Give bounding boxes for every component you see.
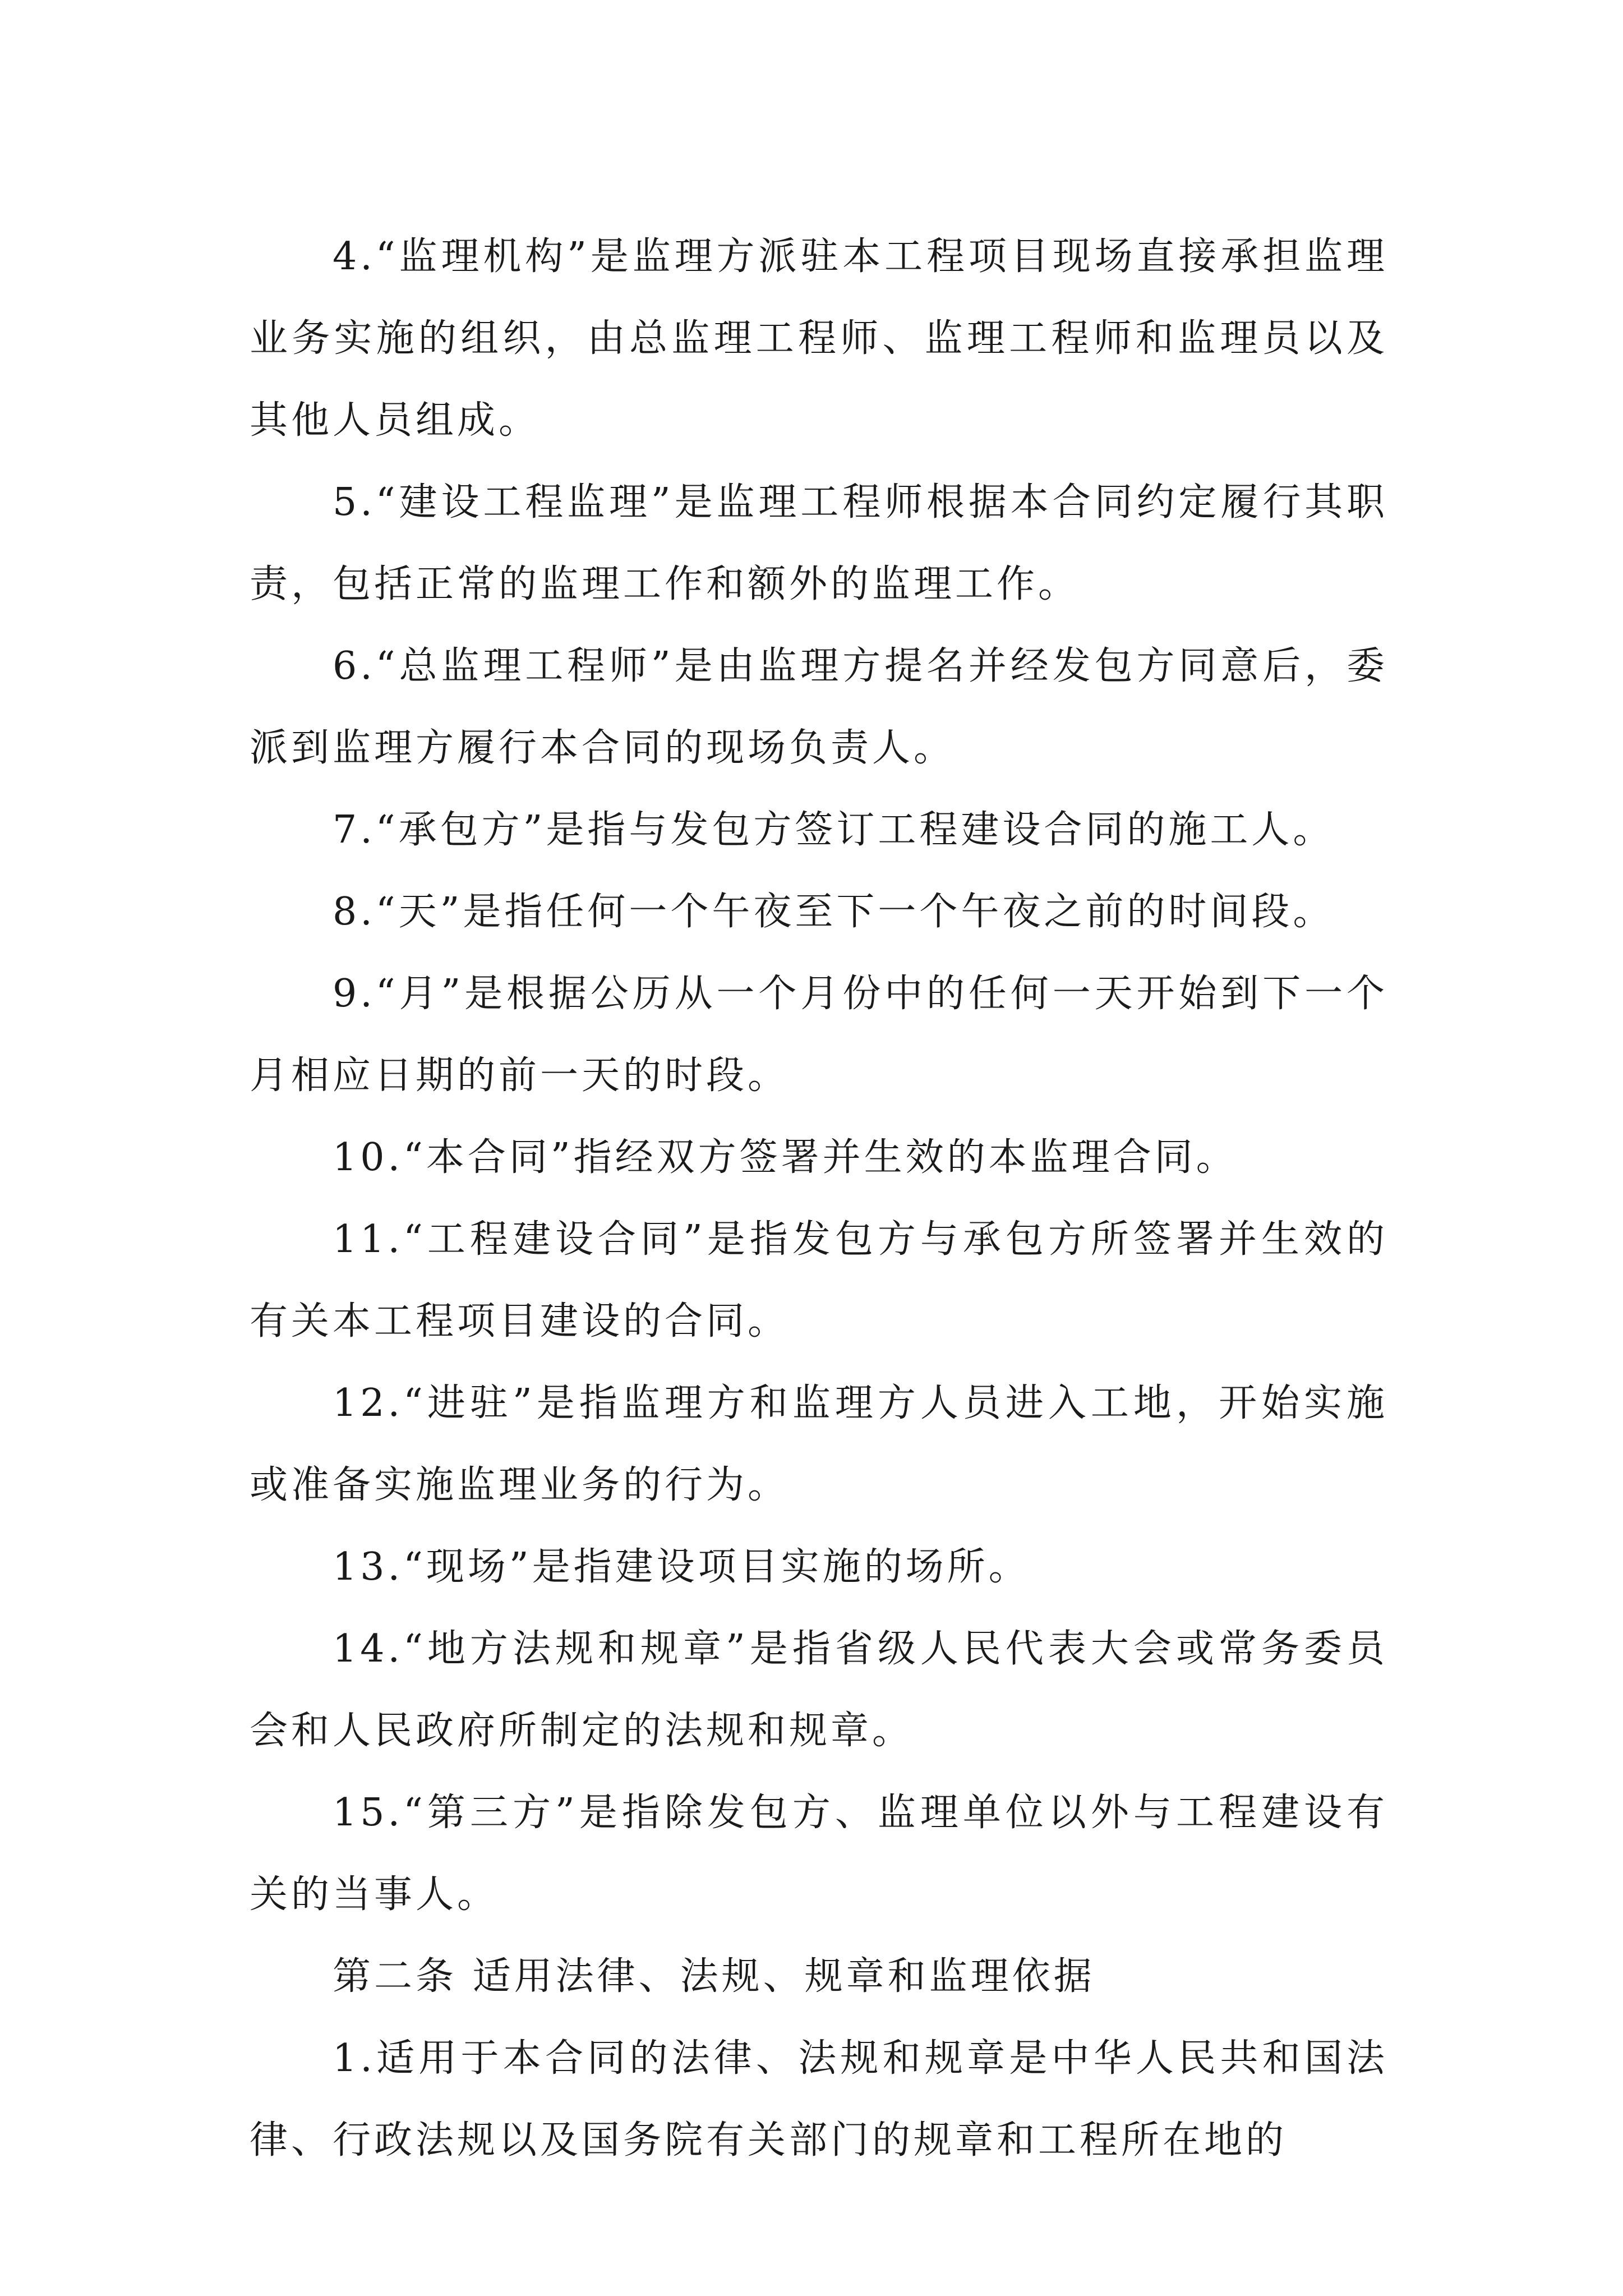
clause-6-chief-supervising-engineer: 6.“总监理工程师”是由监理方提名并经发包方同意后，委派到监理方履行本合同的现场负责人。 bbox=[250, 644, 1388, 770]
article-2-heading: 第二条 适用法律、法规、规章和监理依据 bbox=[333, 1954, 1095, 1999]
clause-11-construction-contract: 11.“工程建设合同”是指发包方与承包方所签署并生效的有关本工程项目建设的合同。 bbox=[250, 1217, 1388, 1343]
document-body bbox=[250, 216, 1388, 2182]
clause-10-this-contract: 10.“本合同”指经双方签署并生效的本监理合同。 bbox=[333, 1135, 1238, 1180]
clause-8-day: 8.“天”是指任何一个午夜至下一个午夜之前的时间段。 bbox=[333, 890, 1335, 934]
clause-9-month: 9.“月”是根据公历从一个月份中的任何一天开始到下一个月相应日期的前一天的时段。 bbox=[250, 972, 1388, 1098]
clause-12-entry: 12.“进驻”是指监理方和监理方人员进入工地，开始实施或准备实施监理业务的行为。 bbox=[250, 1381, 1388, 1507]
clause-13-site: 13.“现场”是指建设项目实施的场所。 bbox=[333, 1545, 1030, 1589]
clause-15-third-party: 15.“第三方”是指除发包方、监理单位以外与工程建设有关的当事人。 bbox=[250, 1791, 1388, 1917]
clause-7-contractor: 7.“承包方”是指与发包方签订工程建设合同的施工人。 bbox=[333, 808, 1335, 852]
clause-14-local-regulations: 14.“地方法规和规章”是指省级人民代表大会或常务委员会和人民政府所制定的法规和规章。 bbox=[250, 1627, 1388, 1753]
clause-4-supervision-agency: 4.“监理机构”是监理方派驻本工程项目现场直接承担监理业务实施的组织，由总监理工程师、监理工程师和监理员以及其他人员组成。 bbox=[250, 234, 1388, 443]
clause-5-construction-supervision: 5.“建设工程监理”是监理工程师根据本合同约定履行其职责，包括正常的监理工作和额外的监理工作。 bbox=[250, 480, 1388, 606]
article-2-clause-1: 1.适用于本合同的法律、法规和规章是中华人民共和国法律、行政法规以及国务院有关部门的规章和工程所在地的 bbox=[250, 2036, 1388, 2162]
